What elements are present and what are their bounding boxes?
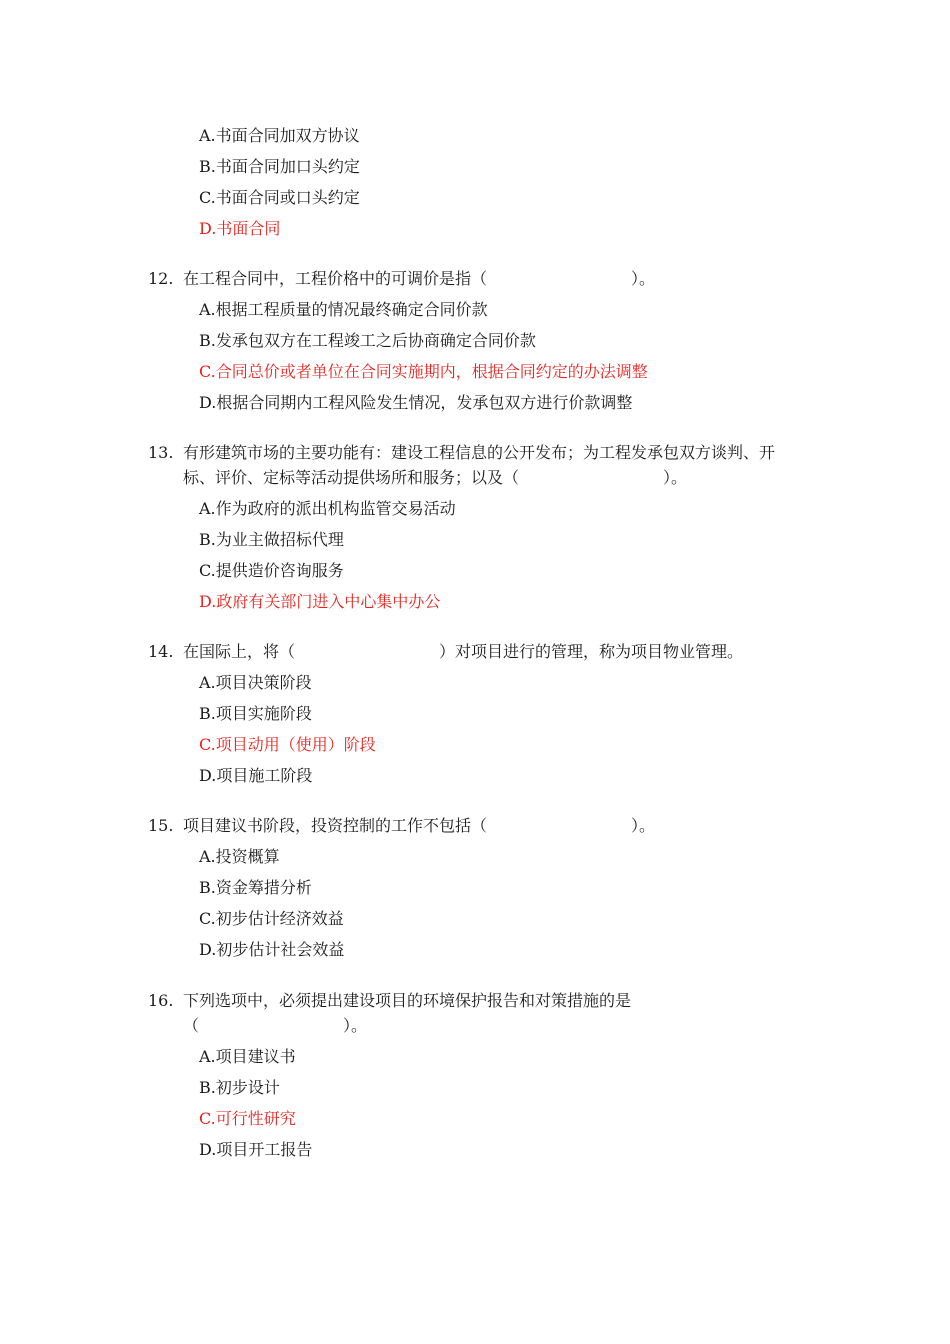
q16-option-b: B.初步设计 [199, 1078, 280, 1097]
q15-option-d: D.初步估计社会效益 [199, 940, 345, 959]
question-text: 在国际上，将（ ）对项目进行的管理，称为项目物业管理。 [183, 642, 744, 661]
q15-option-c: C.初步估计经济效益 [199, 909, 344, 928]
q12-option-b: B.发承包双方在工程竣工之后协商确定合同价款 [199, 331, 536, 350]
q12-option-d: D.根据合同期内工程风险发生情况，发承包双方进行价款调整 [199, 393, 633, 412]
question-number: 13. [148, 443, 174, 462]
q15-option-a: A.投资概算 [199, 847, 280, 866]
q13-option-c: C.提供造价咨询服务 [199, 561, 344, 580]
q12-option-c-answer: C.合同总价或者单位在合同实施期内，根据合同约定的办法调整 [199, 362, 648, 381]
q14-option-a: A.项目决策阶段 [199, 673, 312, 692]
prev-option-b: B.书面合同加口头约定 [199, 157, 360, 176]
q14-option-b: B.项目实施阶段 [199, 704, 312, 723]
question-text-continued: （ ）。 [183, 1016, 368, 1035]
q15-option-b: B.资金筹措分析 [199, 878, 312, 897]
prev-option-d-answer: D.书面合同 [199, 219, 281, 238]
question-text: 项目建议书阶段，投资控制的工作不包括（ ）。 [183, 816, 656, 835]
q12-option-a: A.根据工程质量的情况最终确定合同价款 [199, 300, 488, 319]
q16-option-c-answer: C.可行性研究 [199, 1109, 296, 1128]
q13-option-b: B.为业主做招标代理 [199, 530, 344, 549]
q14-option-c-answer: C.项目动用（使用）阶段 [199, 735, 376, 754]
question-number: 15. [148, 816, 174, 835]
question-text-continued: 标、评价、定标等活动提供场所和服务；以及（ ）。 [183, 468, 688, 487]
question-number: 16. [148, 991, 174, 1010]
q16-option-a: A.项目建议书 [199, 1047, 296, 1066]
q16-option-d: D.项目开工报告 [199, 1140, 313, 1159]
question-number: 12. [148, 269, 174, 288]
prev-option-a: A.书面合同加双方协议 [199, 126, 360, 145]
q13-option-d-answer: D.政府有关部门进入中心集中办公 [199, 592, 441, 611]
question-text: 下列选项中，必须提出建设项目的环境保护报告和对策措施的是 [183, 991, 632, 1010]
question-number: 14. [148, 642, 174, 661]
question-text: 在工程合同中，工程价格中的可调价是指（ ）。 [183, 269, 656, 288]
q13-option-a: A.作为政府的派出机构监管交易活动 [199, 499, 456, 518]
prev-option-c: C.书面合同或口头约定 [199, 188, 360, 207]
question-text: 有形建筑市场的主要功能有：建设工程信息的公开发布；为工程发承包双方谈判、开 [183, 443, 776, 462]
q14-option-d: D.项目施工阶段 [199, 766, 313, 785]
